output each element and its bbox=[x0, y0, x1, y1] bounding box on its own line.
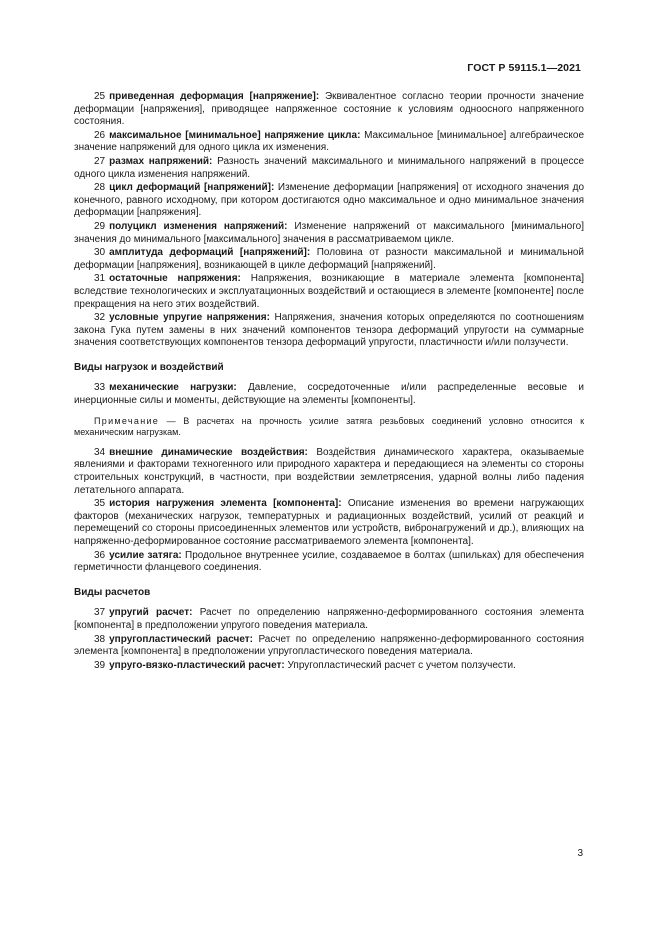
term-definition: Изменение деформации [напряжения] от исходного значения до конечного, равного исходному, при котором достигаются одно максимальное и одно минимальное значения деформации [напряжения]. bbox=[74, 182, 585, 219]
term-number: 27 bbox=[94, 155, 106, 167]
note-label: Примечание bbox=[94, 415, 160, 426]
term-entry-39 bbox=[74, 660, 584, 673]
term-definition: Давление, сосредоточенные и/или распределенные весовые и инерционные силы и моменты, действующие на элементы [компоненты]. bbox=[74, 382, 584, 407]
term-name: размах напряжений: bbox=[109, 155, 213, 167]
term-entry-25 bbox=[74, 91, 584, 129]
term-number: 31 bbox=[94, 273, 106, 285]
term-name: история нагружения элемента [компонента]: bbox=[109, 498, 342, 510]
term-name: остаточные напряжения: bbox=[109, 273, 241, 285]
term-name: полуцикл изменения напряжений: bbox=[109, 220, 288, 232]
term-name: упругопластический расчет: bbox=[109, 633, 253, 645]
term-number: 30 bbox=[94, 247, 106, 259]
note-paragraph bbox=[74, 416, 584, 439]
term-name: упруго-вязко-пластический расчет: bbox=[109, 659, 285, 671]
term-definition: Продольное внутреннее усилие, создаваемое в болтах (шпильках) для обеспечения герметичности фланцевого соединения. bbox=[74, 549, 584, 574]
term-definition: Разность значений максимального и минимального напряжений в процессе одного цикла изменения напряжений. bbox=[74, 155, 585, 180]
section-title-loads: Виды нагрузок и воздействий bbox=[74, 361, 224, 373]
term-definition: Расчет по определению напряженно-деформированного состояния элемента [компонента] в предположении упругопластического поведения материала. bbox=[74, 633, 584, 658]
term-definition: Напряжения, значения которых определяются по соотношениям закона Гука путем замены в них значений компонентов тензора деформаций упругости на суммарные значения соответствующих компонентов тензора деформаций упругости, пластичности и/или ползучести. bbox=[74, 312, 585, 349]
terms-group-loads bbox=[74, 447, 584, 575]
section-title-calculations: Виды расчетов bbox=[74, 586, 151, 598]
term-definition: Напряжения, возникающие в материале элемента [компонента] вследствие технологических и эксплуатационных воздействий и остающиеся в элементе [компоненте] после прекращения на него этих воздействий. bbox=[74, 273, 584, 310]
terms-group-stress bbox=[74, 91, 584, 350]
term-definition: Изменение напряжений от максимального [минимального] значения до минимального [максимального] значения в рассматриваемом цикле. bbox=[74, 220, 585, 245]
term-name: механические нагрузки: bbox=[109, 382, 237, 394]
term-number: 37 bbox=[94, 607, 106, 619]
term-name: амплитуда деформаций [напряжений]: bbox=[109, 247, 311, 259]
term-definition: Половина от разности максимальной и минимальной деформации [напряжения], возникающей в цикле деформаций [напряжений]. bbox=[74, 247, 584, 271]
term-entry-37 bbox=[74, 607, 584, 632]
term-definition: Максимальное [минимальное] алгебраическое значение напряжений для одного цикла их изменения. bbox=[74, 129, 585, 154]
term-entry-32 bbox=[74, 312, 584, 350]
term-number: 28 bbox=[94, 182, 106, 194]
term-number: 39 bbox=[94, 659, 106, 671]
term-number: 29 bbox=[94, 220, 106, 232]
term-name: условные упругие напряжения: bbox=[109, 312, 270, 324]
term-number: 35 bbox=[94, 498, 106, 510]
term-entry-27 bbox=[74, 156, 584, 181]
term-number: 32 bbox=[94, 312, 106, 324]
term-number: 36 bbox=[94, 549, 106, 561]
term-entry-29 bbox=[74, 221, 584, 246]
page-number: 3 bbox=[577, 848, 583, 859]
term-number: 25 bbox=[94, 91, 106, 102]
term-definition: Эквивалентное согласно теории прочности значение деформации [напряжения], приводящее напряженное состояние к условиям одноосного напряженного состояния. bbox=[74, 91, 584, 128]
term-name: упругий расчет: bbox=[109, 607, 193, 619]
term-definition: Воздействия динамического характера, оказываемые явлениями и факторами техногенного или природного характера и передающиеся на элементы со стороны строительных конструкций, в частности, при воздействии землетрясения, ударной волны либо падения летательного аппарата. bbox=[74, 446, 585, 496]
document-header-standard-id: ГОСТ Р 59115.1—2021 bbox=[467, 62, 581, 74]
term-entry-33 bbox=[74, 382, 584, 407]
term-entry-31 bbox=[74, 273, 584, 311]
term-entry-36 bbox=[74, 550, 584, 575]
term-name: приведенная деформация [напряжение]: bbox=[109, 91, 320, 102]
term-definition: Расчет по определению напряженно-деформированного состояния элемента [компонента] в предположении упругого поведения материала. bbox=[74, 607, 584, 631]
terms-group-calculations bbox=[74, 607, 584, 672]
term-name: максимальное [минимальное] напряжение цикла: bbox=[109, 129, 361, 141]
term-name: усилие затяга: bbox=[109, 549, 182, 561]
term-entry-35 bbox=[74, 498, 584, 548]
term-number: 34 bbox=[94, 446, 106, 458]
term-definition: Описание изменения во времени нагружающих факторов (механических нагрузок, температурных и радиационных воздействий, усилий от реакций и перемещений со стороны присоединенных элементов или устройств, вибронагружений и др.), влияющих на напряженно-деформированное состояние рассматриваемого элемента [компонента]. bbox=[74, 498, 584, 547]
document-body bbox=[74, 91, 584, 673]
term-entry-34 bbox=[74, 447, 584, 497]
term-name: внешние динамические воздействия: bbox=[109, 446, 308, 458]
term-number: 26 bbox=[94, 129, 106, 141]
term-number: 33 bbox=[94, 382, 106, 394]
term-entry-26 bbox=[74, 130, 584, 155]
term-number: 38 bbox=[94, 633, 106, 645]
term-entry-30 bbox=[74, 247, 584, 272]
note-text: — В расчетах на прочность усилие затяга резьбовых соединений условно относится к механическим нагрузкам. bbox=[74, 415, 584, 438]
term-entry-28 bbox=[74, 182, 584, 220]
term-name: цикл деформаций [напряжений]: bbox=[109, 182, 275, 194]
term-entry-38 bbox=[74, 634, 584, 659]
term-definition: Упругопластический расчет с учетом ползучести. bbox=[287, 659, 516, 671]
